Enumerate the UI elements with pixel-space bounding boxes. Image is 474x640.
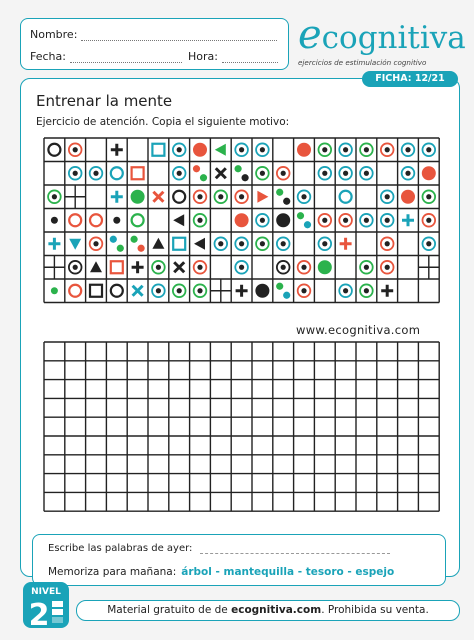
memory-yesterday-row bbox=[48, 543, 390, 554]
memory-yesterday-label: Escribe las palabras de ayer: bbox=[48, 543, 193, 554]
name-label: Nombre: bbox=[30, 28, 78, 41]
footer-link[interactable]: ecognitiva.com bbox=[231, 604, 322, 616]
memory-tomorrow-label: Memoriza para mañana: bbox=[48, 566, 177, 578]
memory-words: árbol - mantequilla - tesoro - espejo bbox=[181, 566, 395, 578]
footer-post: . Prohibida su venta. bbox=[321, 604, 429, 616]
time-label: Hora: bbox=[188, 50, 218, 63]
level-bar-1 bbox=[52, 601, 63, 607]
level-number: 2 bbox=[28, 598, 50, 631]
memory-tomorrow-row bbox=[48, 566, 394, 578]
memory-box bbox=[32, 534, 446, 586]
website-link[interactable]: www.ecognitiva.com bbox=[296, 323, 421, 337]
exercise-title: Entrenar la mente bbox=[36, 92, 173, 110]
exercise-instruction: Ejercicio de atención. Copia el siguiente motivo: bbox=[36, 116, 290, 128]
level-bar-3 bbox=[52, 617, 63, 623]
level-label: NIVEL bbox=[31, 587, 61, 597]
ficha-badge: FICHA: 12/21 bbox=[362, 71, 458, 87]
footer-pre: Material gratuito de de bbox=[107, 604, 232, 616]
tagline: ejercicios de estimulación cognitivo bbox=[298, 58, 427, 67]
footer-bar bbox=[76, 600, 460, 621]
memory-yesterday-line[interactable] bbox=[200, 543, 390, 554]
date-label: Fecha: bbox=[30, 50, 66, 63]
logo-rest: cognitiva bbox=[321, 20, 466, 56]
level-bar-2 bbox=[52, 609, 63, 615]
level-badge bbox=[20, 579, 72, 631]
logo-e: e bbox=[298, 12, 322, 58]
